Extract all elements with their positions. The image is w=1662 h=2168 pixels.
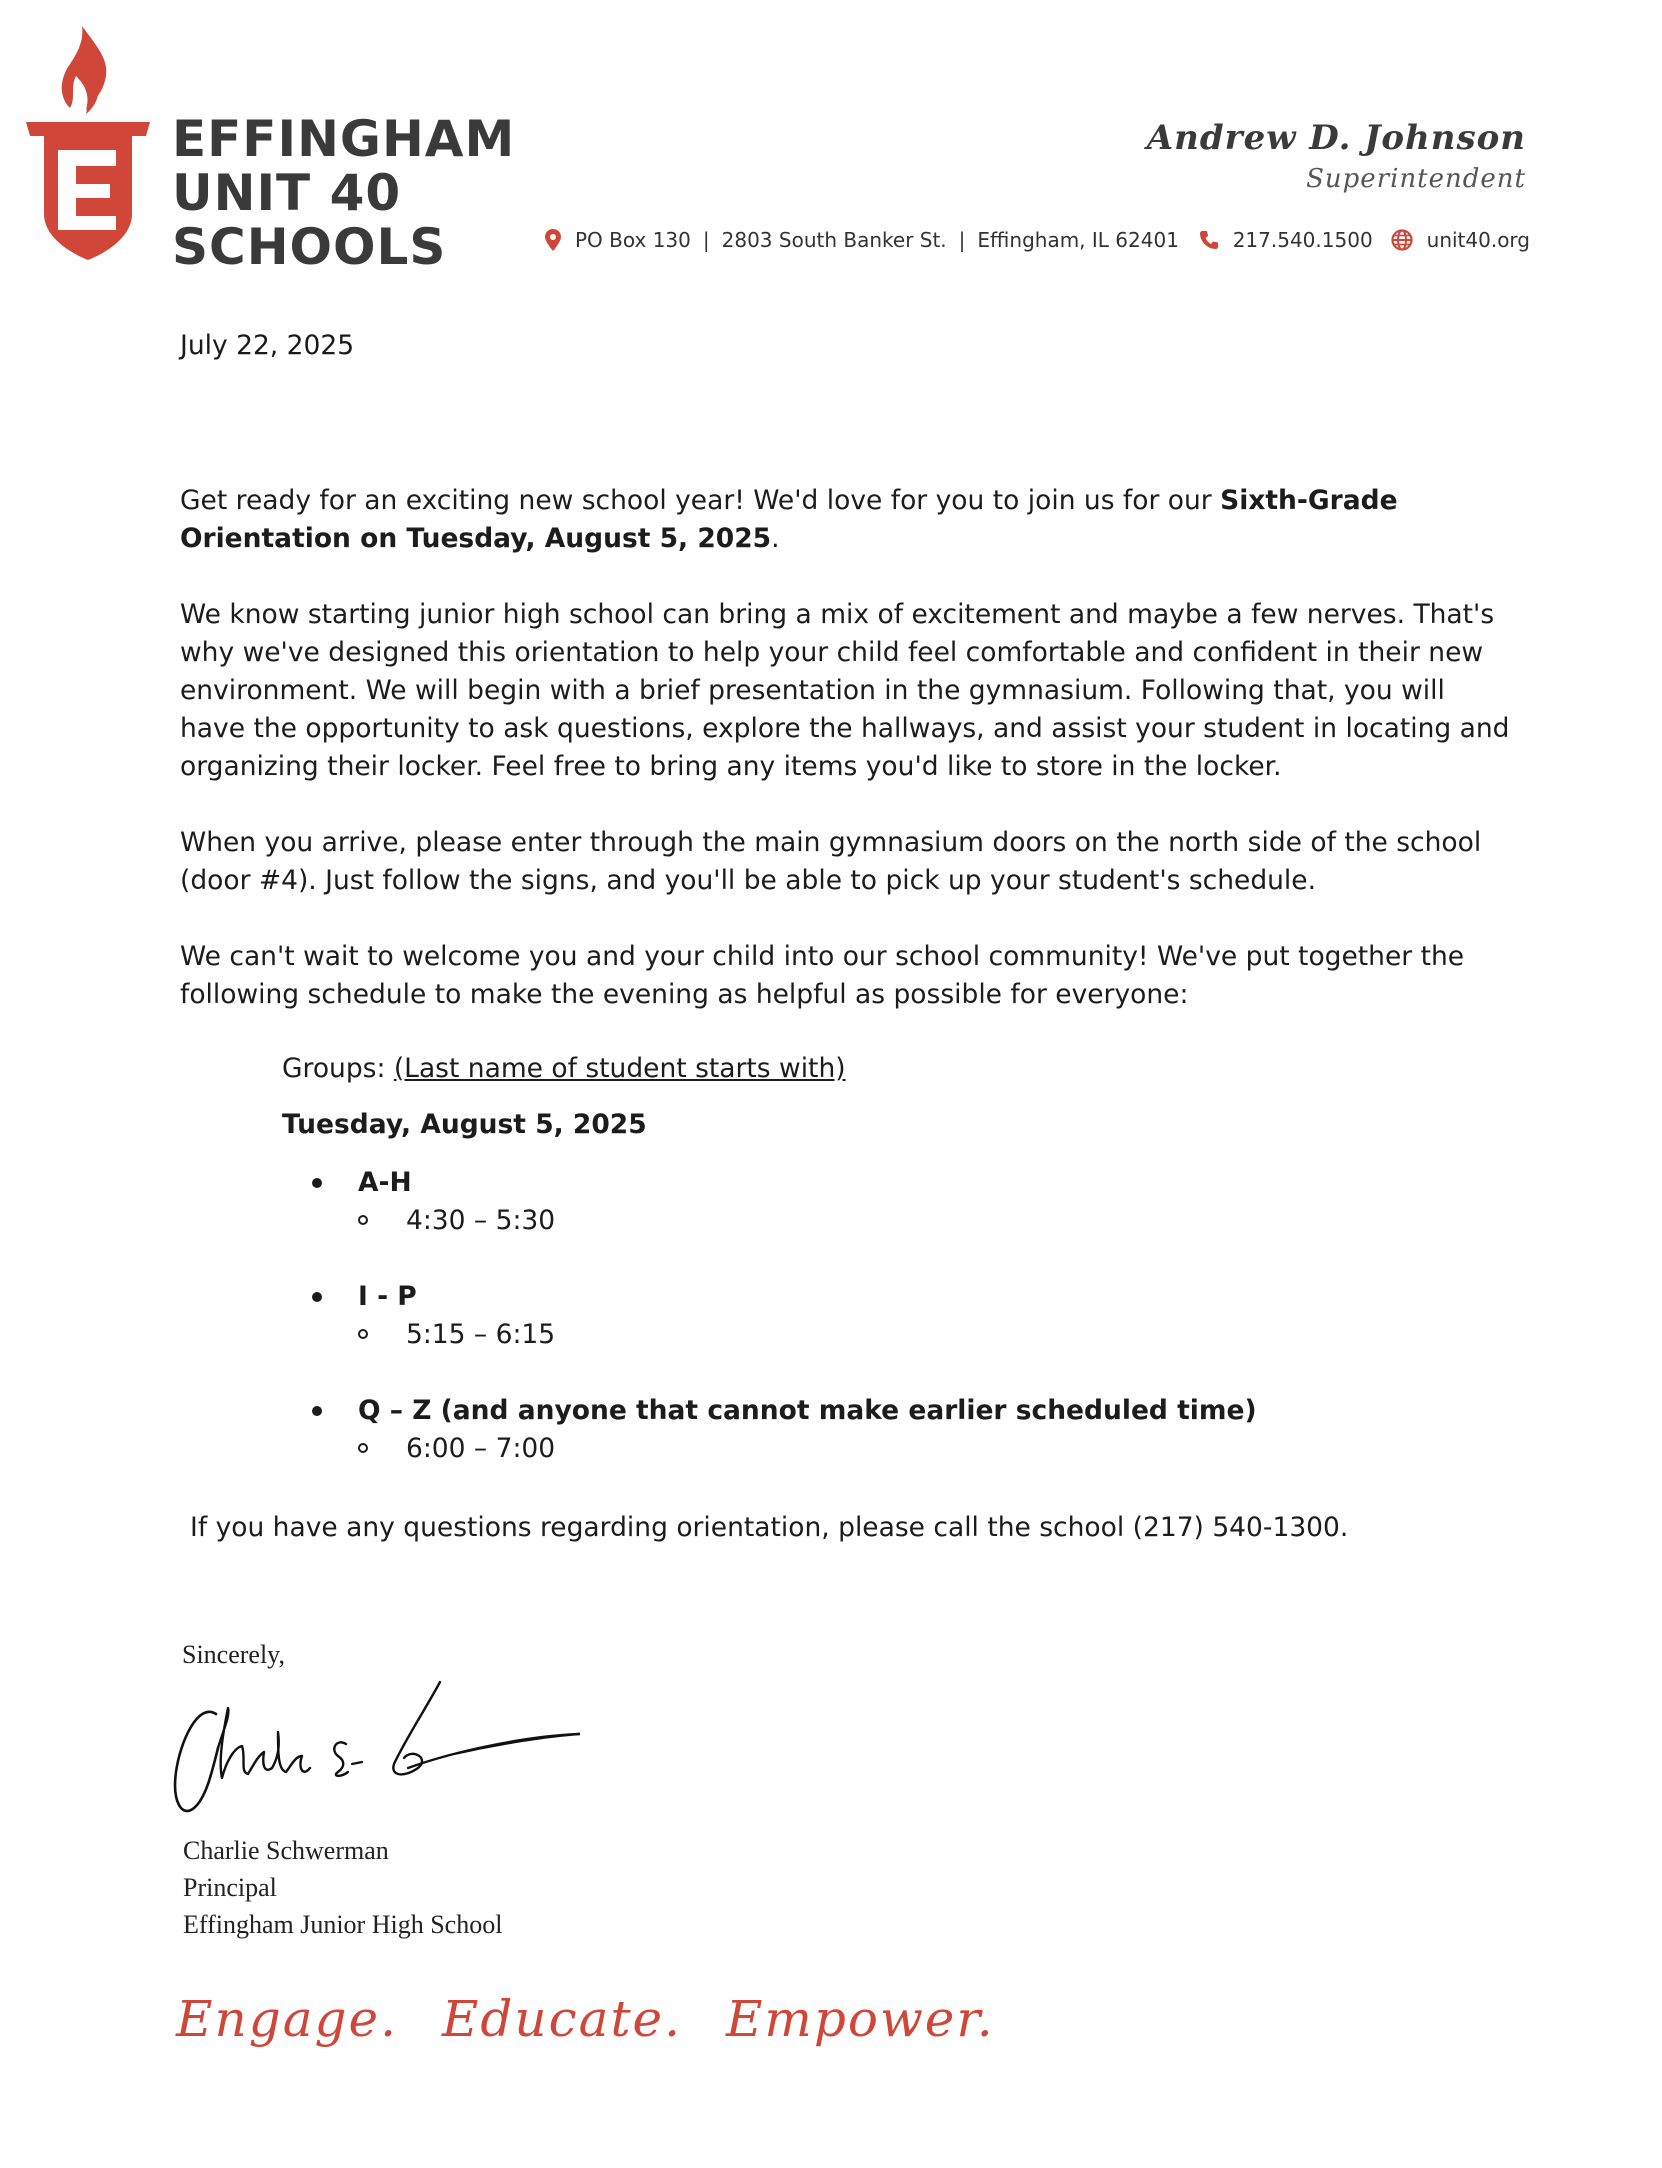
groups-note: (Last name of student starts with) bbox=[393, 1053, 846, 1084]
schedule-group bbox=[282, 1164, 1482, 1240]
sign-off: Sincerely, bbox=[182, 1640, 285, 1669]
superintendent-title: Superintendent bbox=[1306, 164, 1526, 194]
contact-bar bbox=[545, 228, 1530, 252]
letter-date: July 22, 2025 bbox=[180, 330, 355, 361]
hollow-bullet-icon bbox=[358, 1215, 368, 1225]
globe-icon bbox=[1391, 229, 1413, 251]
hollow-bullet-icon bbox=[358, 1443, 368, 1453]
orientation-description-paragraph bbox=[180, 596, 1510, 786]
intro-text: Get ready for an exciting new school year! We'd love for you to join us for our bbox=[180, 485, 1221, 516]
signer-name: Charlie Schwerman bbox=[183, 1836, 389, 1865]
org-line-1: EFFINGHAM bbox=[172, 110, 516, 168]
group-time-row bbox=[358, 1430, 1482, 1468]
hollow-bullet-icon bbox=[358, 1329, 368, 1339]
tagline-educate: Educate. bbox=[441, 1990, 683, 2048]
address-separator: | bbox=[958, 228, 966, 252]
group-name: Q – Z (and anyone that cannot make earlier scheduled time) bbox=[358, 1395, 1257, 1426]
schedule-group bbox=[282, 1278, 1482, 1354]
group-name: A-H bbox=[358, 1167, 412, 1198]
group-time: 5:15 – 6:15 bbox=[406, 1319, 556, 1350]
para-4-text: We can't wait to welcome you and your child into our school community! We've put together the following schedule to make the evening as helpful as possible for everyone: bbox=[180, 941, 1465, 1010]
bullet-icon bbox=[312, 1178, 322, 1188]
signer-block bbox=[183, 1832, 502, 1943]
group-time: 6:00 – 7:00 bbox=[406, 1433, 556, 1464]
address-separator: | bbox=[702, 228, 710, 252]
flame-shield-logo bbox=[24, 18, 152, 260]
org-line-3: SCHOOLS bbox=[172, 218, 447, 276]
location-pin-icon bbox=[545, 229, 561, 251]
group-time-row bbox=[358, 1202, 1482, 1240]
signer-school: Effingham Junior High School bbox=[183, 1910, 503, 1939]
group-time: 4:30 – 5:30 bbox=[406, 1205, 556, 1236]
groups-label: Groups: (Last name of student starts with) bbox=[282, 1053, 846, 1084]
schedule-group bbox=[282, 1392, 1482, 1468]
para-2-text: We know starting junior high school can bring a mix of excitement and maybe a few nerves. That's why we've designed this orientation to help your child feel comfortable and confident in their new environment. We will begin with a brief presentation in the gymnasium. Following that, you will have the opportunity to ask questions, explore the hallways, and assist your student in locating and organizing their locker. Feel free to bring any items you'd like to store in the locker. bbox=[180, 599, 1510, 782]
intro-end: . bbox=[771, 523, 780, 554]
group-name: I - P bbox=[358, 1281, 417, 1312]
address-street: 2803 South Banker St. bbox=[721, 228, 947, 252]
intro-bold-event: Sixth-Grade Orientation on Tuesday, August 5, 2025 bbox=[180, 485, 1398, 554]
handwritten-signature bbox=[168, 1632, 588, 1832]
address-po-box: PO Box 130 bbox=[575, 228, 691, 252]
signer-title: Principal bbox=[183, 1873, 277, 1902]
org-wordmark bbox=[172, 112, 515, 274]
group-time-row bbox=[358, 1316, 1482, 1354]
tagline-engage: Engage. bbox=[176, 1990, 399, 2048]
superintendent-block bbox=[1147, 118, 1526, 194]
phone-number: 217.540.1500 bbox=[1232, 228, 1373, 252]
bullet-icon bbox=[312, 1406, 322, 1416]
contact-closing-line: If you have any questions regarding orientation, please call the school (217) 540-1300. bbox=[190, 1512, 1349, 1543]
orientation-schedule bbox=[282, 1050, 1482, 1468]
phone-icon bbox=[1199, 230, 1219, 250]
bullet-icon bbox=[312, 1292, 322, 1302]
intro-paragraph bbox=[180, 482, 1510, 558]
org-line-2: UNIT 40 bbox=[172, 164, 402, 222]
website-link[interactable]: unit40.org bbox=[1426, 228, 1530, 252]
tagline-empower: Empower. bbox=[725, 1990, 995, 2048]
footer-tagline bbox=[176, 1990, 1021, 2048]
schedule-intro-paragraph bbox=[180, 938, 1510, 1014]
superintendent-name: Andrew D. Johnson bbox=[1146, 118, 1526, 158]
arrival-instructions-paragraph bbox=[180, 824, 1510, 900]
address-city: Effingham, IL 62401 bbox=[977, 228, 1179, 252]
schedule-date: Tuesday, August 5, 2025 bbox=[282, 1109, 647, 1140]
para-3-text: When you arrive, please enter through the main gymnasium doors on the north side of the school (door #4). Just follow the signs, and you'll be able to pick up your student's schedule. bbox=[180, 827, 1482, 896]
